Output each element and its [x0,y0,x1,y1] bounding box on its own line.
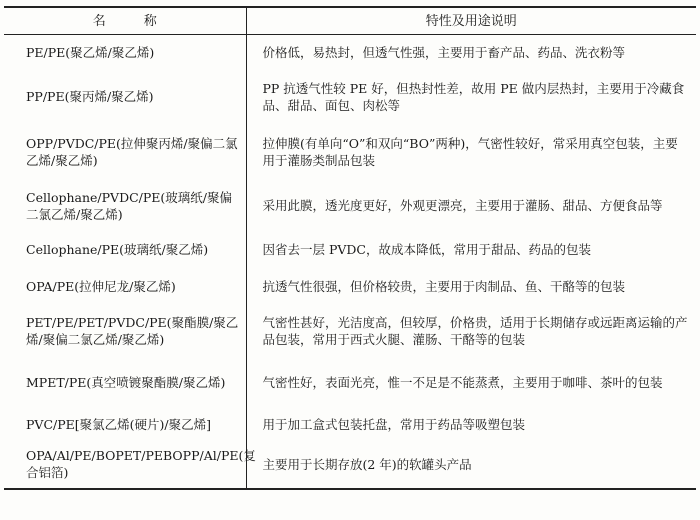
material-name: MPET/PE(真空喷镀聚酯膜/聚乙烯) [4,357,246,409]
header-description: 特性及用途说明 [246,7,696,35]
material-name: Cellophane/PE(玻璃纸/聚乙烯) [4,231,246,269]
material-name: OPA/Al/PE/BOPET/PEBOPP/Al/PE(复合铝箔) [4,441,246,489]
material-description: 气密性好，表面光亮，惟一不足是不能蒸煮，主要用于咖啡、茶叶的包装 [262,375,663,390]
material-description: 因省去一层 PVDC，故成本降低，常用于甜品、药品的包装 [262,242,591,257]
material-description: 价格低，易热封，但透气性强，主要用于畜产品、药品、洗衣粉等 [262,45,626,61]
material-name: PE/PE(聚乙烯/聚乙烯) [4,35,246,71]
header-row [4,7,696,35]
material-description: 气密性甚好，光洁度高，但较厚，价格贵，适用于长期储存或远距离运输的产品包装，常用于西式火腿、灌肠、干酪等的包装 [262,314,688,347]
header-name: 名称 [4,7,246,35]
material-description: 采用此膜，透光度更好，外观更漂亮，主要用于灌肠、甜品、方便食品等 [262,198,663,213]
table-row [4,231,696,269]
table-row [4,441,696,489]
table-row [4,181,696,231]
material-description: 拉伸膜(有单向“O”和双向“BO”两种)，气密性较好，常采用真空包装，主要用于灌肠类制品包装 [262,135,678,168]
table-header [4,7,696,35]
table-row [4,357,696,409]
table-row [4,305,696,357]
material-description: PP 抗透气性较 PE 好，但热封性差，故用 PE 做内层热封，主要用于冷藏食品、甜品、面包、肉松等 [262,80,685,113]
material-name: PVC/PE[聚氯乙烯(硬片)/聚乙烯] [4,409,246,441]
table-row [4,71,696,123]
material-description: 抗透气性很强，但价格较贵，主要用于肉制品、鱼、干酪等的包装 [262,279,626,294]
material-name: OPA/PE(拉伸尼龙/聚乙烯) [4,269,246,305]
table-row [4,123,696,181]
table-row [4,35,696,71]
material-description: 主要用于长期存放(2 年)的软罐头产品 [246,441,696,489]
table-row [4,269,696,305]
table-body [4,35,696,489]
material-name: PET/PE/PET/PVDC/PE(聚酯膜/聚乙烯/聚偏二氯乙烯/聚乙烯) [4,305,246,357]
material-name: Cellophane/PVDC/PE(玻璃纸/聚偏二氯乙烯/聚乙烯) [4,181,246,231]
composite-film-table [4,6,696,490]
table-row [4,409,696,441]
material-description: 用于加工盒式包装托盘，常用于药品等吸塑包装 [262,417,526,432]
material-name: PP/PE(聚丙烯/聚乙烯) [4,71,246,123]
material-name: OPP/PVDC/PE(拉伸聚丙烯/聚偏二氯乙烯/聚乙烯) [4,123,246,181]
